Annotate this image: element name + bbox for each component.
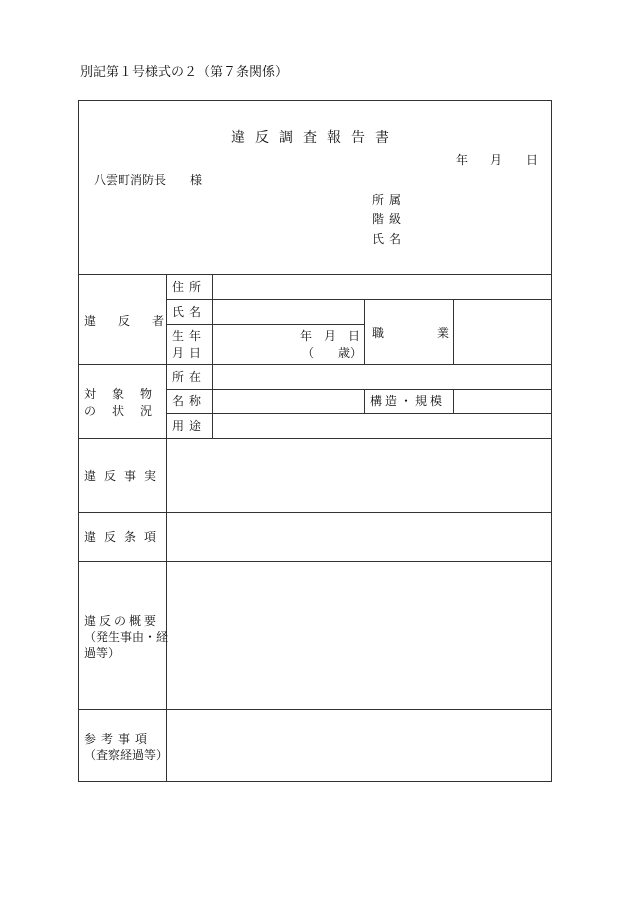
target-label-line2: の状況 [84,404,169,418]
target-label-line1: 対象物 [84,387,169,401]
addressee: 八雲町消防長 [94,173,167,187]
use-label: 用途 [172,419,207,433]
birth-label-line2: 月日 [172,346,207,360]
divider-name [166,324,364,325]
summary-label-line2: （発生事由・経 [84,630,169,644]
violator-label: 違反者 [84,314,187,328]
reporter-affiliation-label: 所属 [372,193,407,207]
summary-label-line3: 過等） [84,646,121,660]
target-name-label: 名称 [172,394,207,408]
divider-location [166,389,552,390]
date-month: 月 [490,153,503,167]
age-value: （ 歳） [302,346,363,360]
date-year: 年 [456,153,469,167]
occupation-label-2: 業 [437,326,450,340]
articles-label: 違反条項 [84,530,165,544]
occupation-rule-right [453,299,454,364]
honorific: 様 [190,173,203,187]
report-frame [78,100,552,782]
divider-violator [78,364,552,365]
structure-rule-left [364,389,365,413]
location-label: 所在 [172,370,207,384]
occupation-label-1: 職 [372,326,385,340]
structure-rule-right [453,389,454,413]
structure-label: 構造・規模 [370,394,446,408]
label-column-rule [166,274,167,782]
report-title: 違反調査報告書 [231,130,399,146]
divider-target-name [166,413,552,414]
birth-date-value: 年 月 日 [300,329,361,343]
name-label: 氏名 [172,305,207,319]
reporter-name-label: 氏名 [372,232,407,246]
summary-label-line1: 違反の概要 [84,614,160,628]
form-identifier: 別記第１号様式の２（第７条関係） [80,65,289,80]
occupation-rule-left [364,299,365,364]
date-day: 日 [526,153,539,167]
address-label: 住所 [172,280,207,294]
divider-target [78,438,552,439]
reporter-rank-label: 階級 [372,212,407,226]
divider-summary [78,709,552,710]
reference-label-line1: 参考事項 [84,732,153,746]
reference-label-line2: （査察経過等） [84,748,169,762]
divider-facts [78,512,552,513]
divider-header [78,274,552,275]
divider-address [166,299,552,300]
facts-label: 違反事実 [84,469,165,483]
sublabel-column-rule [212,274,213,438]
divider-articles [78,561,552,562]
birth-label-line1: 生年 [172,329,207,343]
